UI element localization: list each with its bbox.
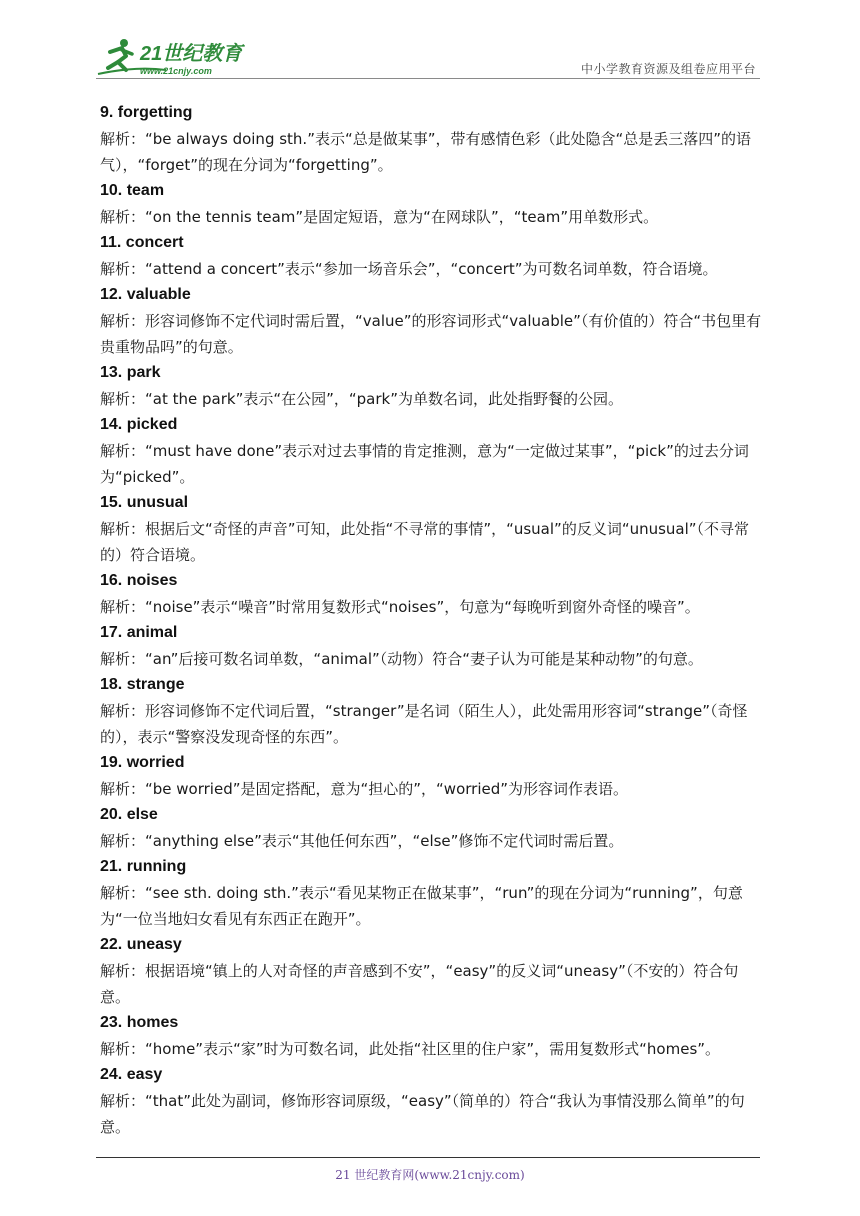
footer-text: 21 世纪教育网(www.21cnjy.com) — [335, 1168, 525, 1182]
answer-title: 15. unusual — [100, 494, 189, 511]
answer-title: 23. homes — [100, 1014, 179, 1031]
answer-explanation: 解析：“home”表示“家”时为可数名词，此处指“社区里的住户家”，需用复数形式“homes”。 — [100, 1040, 721, 1058]
answer-item — [100, 932, 764, 1010]
answer-explanation: 解析：形容词修饰不定代词后置，“stranger”是名词（陌生人），此处需用形容词“strange”（奇怪的），表示“警察没发现奇怪的东西”。 — [100, 702, 748, 746]
answer-explanation: 解析：“at the park”表示“在公园”，“park”为单数名词，此处指野餐的公园。 — [100, 390, 623, 408]
answer-explanation: 解析：“on the tennis team”是固定短语，意为“在网球队”，“team”用单数形式。 — [100, 208, 659, 226]
answer-explanation: 解析：“an”后接可数名词单数，“animal”（动物）符合“妻子认为可能是某种动物”的句意。 — [100, 650, 703, 668]
answer-explanation: 解析：“noise”表示“噪音”时常用复数形式“noises”，句意为“每晚听到窗外奇怪的噪音”。 — [100, 598, 700, 616]
answer-title: 17. animal — [100, 624, 178, 641]
answer-title: 13. park — [100, 364, 161, 381]
answer-item — [100, 750, 764, 802]
answer-title: 14. picked — [100, 416, 178, 433]
answer-item — [100, 672, 764, 750]
answer-explanation: 解析：“see sth. doing sth.”表示“看见某物正在做某事”，“run”的现在分词为“running”，句意为“一位当地妇女看见有东西正在跑开”。 — [100, 884, 743, 928]
page-header — [96, 30, 760, 80]
answer-item — [100, 1062, 764, 1140]
answer-list — [100, 100, 764, 1140]
answer-item — [100, 854, 764, 932]
answer-title: 9. forgetting — [100, 104, 193, 121]
answer-item — [100, 490, 764, 568]
answer-title: 21. running — [100, 858, 187, 875]
logo-url: www.21cnjy.com — [140, 66, 212, 76]
answer-explanation: 解析：形容词修饰不定代词时需后置，“value”的形容词形式“valuable”（有价值的）符合“书包里有贵重物品吗”的句意。 — [100, 312, 762, 356]
answer-explanation: 解析：“be always doing sth.”表示“总是做某事”，带有感情色彩（此处隐含“总是丢三落四”的语气），“forget”的现在分词为“forgetting”。 — [100, 130, 752, 174]
answer-explanation: 解析：“must have done”表示对过去事情的肯定推测，意为“一定做过某事”，“pick”的过去分词为“picked”。 — [100, 442, 749, 486]
answer-item — [100, 1010, 764, 1062]
answer-title: 24. easy — [100, 1066, 163, 1083]
answer-explanation: 解析：“that”此处为副词，修饰形容词原级，“easy”（简单的）符合“我认为事情没那么简单”的句意。 — [100, 1092, 745, 1136]
answer-item — [100, 282, 764, 360]
answer-title: 20. else — [100, 806, 158, 823]
logo-text: 21世纪教育 — [140, 43, 243, 65]
answer-item — [100, 620, 764, 672]
answer-item — [100, 100, 764, 178]
answer-title: 16. noises — [100, 572, 178, 589]
platform-name: 中小学教育资源及组卷应用平台 — [580, 62, 756, 76]
answer-explanation: 解析：根据后文“奇怪的声音”可知，此处指“不寻常的事情”，“usual”的反义词“unusual”（不寻常的）符合语境。 — [100, 520, 750, 564]
footer-divider — [96, 1157, 760, 1158]
answer-explanation: 解析：“be worried”是固定搭配，意为“担心的”，“worried”为形容词作表语。 — [100, 780, 629, 798]
answer-title: 10. team — [100, 182, 165, 199]
answer-item — [100, 178, 764, 230]
answer-item — [100, 360, 764, 412]
answer-title: 19. worried — [100, 754, 185, 771]
answer-item — [100, 412, 764, 490]
answer-item — [100, 230, 764, 282]
header-divider — [96, 78, 760, 79]
answer-explanation: 解析：“anything else”表示“其他任何东西”，“else”修饰不定代词时需后置。 — [100, 832, 624, 850]
answer-title: 12. valuable — [100, 286, 191, 303]
answer-title: 18. strange — [100, 676, 185, 693]
answer-item — [100, 568, 764, 620]
answer-title: 11. concert — [100, 234, 184, 251]
logo — [96, 36, 266, 78]
answer-explanation: 解析：根据语境“镇上的人对奇怪的声音感到不安”，“easy”的反义词“uneasy”（不安的）符合句意。 — [100, 962, 739, 1006]
answer-item — [100, 802, 764, 854]
answer-title: 22. uneasy — [100, 936, 182, 953]
answer-explanation: 解析：“attend a concert”表示“参加一场音乐会”，“concert”为可数名词单数，符合语境。 — [100, 260, 718, 278]
